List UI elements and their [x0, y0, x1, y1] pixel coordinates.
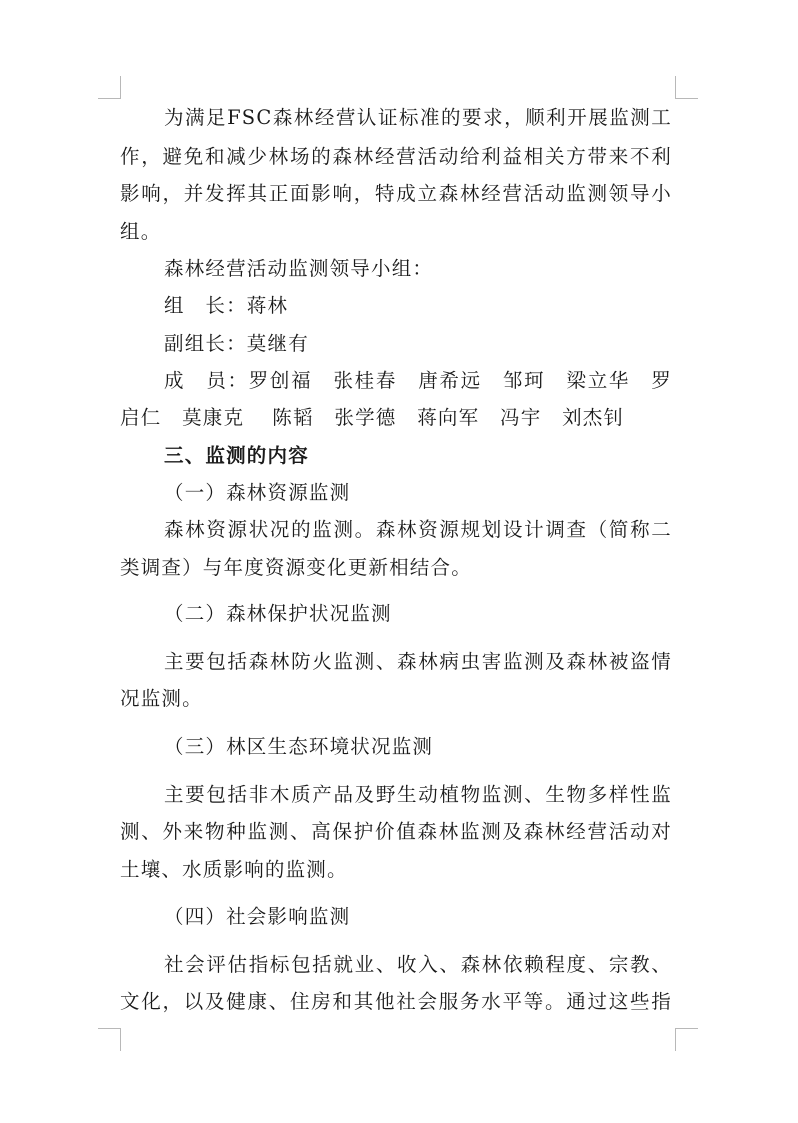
text-line: 况监测。 [120, 687, 203, 710]
text-line: 主要包括森林防火监测、森林病虫害监测及森林被盗情 [164, 650, 672, 673]
deputy-line: 副组长：莫继有 [164, 332, 309, 355]
leader-line: 组 长：蒋林 [164, 294, 289, 317]
members-line: 启仁 莫康克 陈韬 张学德 蒋向军 冯宇 刘杰钊 [120, 406, 625, 429]
group-title: 森林经营活动监测领导小组： [164, 257, 434, 280]
text-line: 测、外来物种监测、高保护价值森林监测及森林经营活动对 [120, 820, 672, 843]
text-line: 类调查）与年度资源变化更新相结合。 [120, 556, 472, 579]
margin-mark-bottom-left [98, 1028, 121, 1051]
members-line: 成 员：罗创福 张桂春 唐希远 邹珂 梁立华 罗 [164, 369, 672, 392]
subsection-title: （一）森林资源监测 [164, 481, 351, 504]
subsection-title: （二）森林保护状况监测 [164, 602, 392, 625]
subsection-title: （四）社会影响监测 [164, 905, 351, 928]
text-line: 土壤、水质影响的监测。 [120, 858, 348, 881]
margin-mark-bottom-right [675, 1028, 698, 1051]
text-line: 社会评估指标包括就业、收入、森林依赖程度、宗教、 [164, 953, 672, 976]
text-line: 组。 [120, 220, 162, 243]
margin-mark-top-right [675, 76, 698, 99]
text-line: 影响，并发挥其正面影响，特成立森林经营活动监测领导小 [120, 182, 672, 205]
text-line: 为满足FSC森林经营认证标准的要求，顺利开展监测工 [164, 106, 672, 129]
text-line: 文化，以及健康、住房和其他社会服务水平等。通过这些指 [120, 990, 672, 1013]
text-line: 主要包括非木质产品及野生动植物监测、生物多样性监 [164, 783, 672, 806]
text-line: 森林资源状况的监测。森林资源规划设计调查（简称二 [164, 518, 672, 541]
margin-mark-top-left [98, 76, 121, 99]
text-line: 作，避免和减少林场的森林经营活动给利益相关方带来不利 [120, 145, 672, 168]
section-heading: 三、监测的内容 [164, 444, 309, 467]
subsection-title: （三）林区生态环境状况监测 [164, 735, 434, 758]
